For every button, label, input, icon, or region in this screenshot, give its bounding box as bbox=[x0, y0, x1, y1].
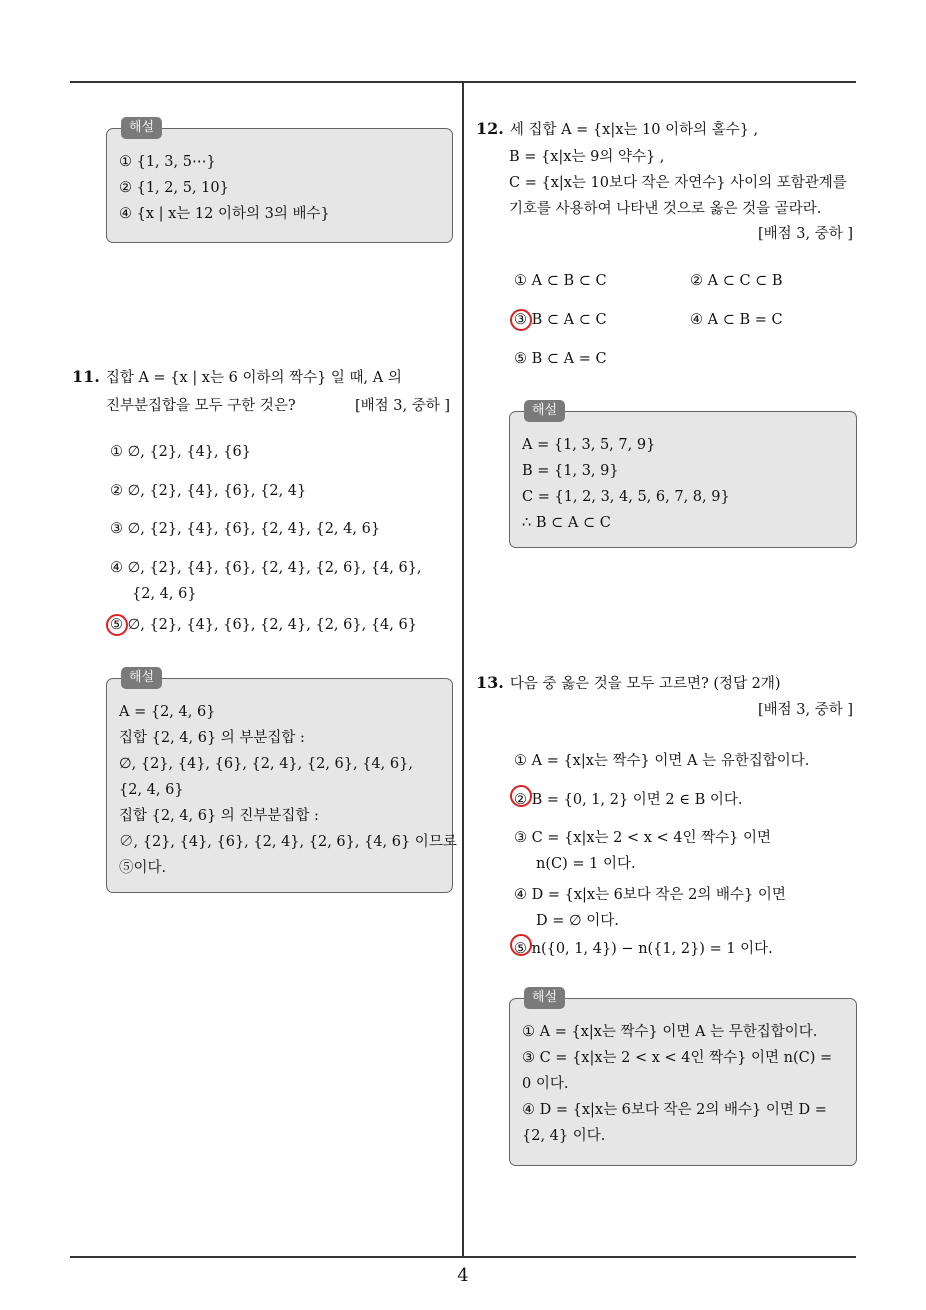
solution-line: B = {1, 3, 9} bbox=[522, 463, 619, 479]
q13-text: 다음 중 옳은 것을 모두 고르면? (정답 2개) bbox=[509, 676, 781, 692]
solution-line: 집합 {2, 4, 6} 의 부분집합 : bbox=[119, 730, 305, 746]
answer-mark-circle bbox=[510, 309, 532, 331]
q13-option-3[interactable]: ③ C = {x|x는 2 < x < 4인 짝수} 이면 bbox=[514, 830, 771, 846]
solution-box-top bbox=[106, 120, 453, 243]
solution-line: ① {1, 3, 5⋯} bbox=[119, 154, 216, 170]
q11-stem-line1 bbox=[72, 366, 402, 387]
solution-box-q11 bbox=[106, 670, 457, 893]
q12-text: 세 집합 A = {x|x는 10 이하의 홀수} , bbox=[509, 122, 759, 138]
solution-label: 해설 bbox=[121, 117, 162, 139]
q12-score: [배점 3, 중하 ] bbox=[757, 226, 853, 242]
q13-option-5[interactable]: ⑤ n({0, 1, 4}) − n({1, 2}) = 1 이다. bbox=[514, 941, 773, 957]
page-number: 4 bbox=[457, 1265, 469, 1286]
q12-option-3[interactable]: ③ B ⊂ A ⊂ C bbox=[514, 312, 607, 328]
q11-stem-line2: 진부분집합을 모두 구한 것은? bbox=[106, 398, 296, 414]
q12-option-4[interactable]: ④ A ⊂ B = C bbox=[690, 312, 783, 328]
solution-line: C = {1, 2, 3, 4, 5, 6, 7, 8, 9} bbox=[522, 489, 730, 505]
q12-stem-line3: C = {x|x는 10보다 작은 자연수} 사이의 포함관계를 bbox=[509, 175, 847, 191]
q11-option-4[interactable]: ④ ∅, {2}, {4}, {6}, {2, 4}, {2, 6}, {4, 6}, bbox=[110, 560, 422, 576]
solution-line: ⑤이다. bbox=[119, 860, 167, 876]
solution-line: ① A = {x|x는 짝수} 이면 A 는 무한집합이다. bbox=[522, 1024, 818, 1040]
solution-line: 집합 {2, 4, 6} 의 진부분집합 : bbox=[119, 808, 319, 824]
q13-option-4[interactable]: ④ D = {x|x는 6보다 작은 2의 배수} 이면 bbox=[514, 887, 786, 903]
q12-stem-line1 bbox=[476, 118, 758, 139]
q13-option-3-cont: n(C) = 1 이다. bbox=[536, 856, 636, 872]
q12-number: 12. bbox=[476, 119, 504, 138]
solution-label: 해설 bbox=[524, 400, 565, 422]
q13-option-4-cont: D = ∅ 이다. bbox=[536, 913, 619, 929]
solution-line: {2, 4, 6} bbox=[119, 782, 184, 798]
solution-line: {2, 4} 이다. bbox=[522, 1128, 606, 1144]
solution-line: ∅, {2}, {4}, {6}, {2, 4}, {2, 6}, {4, 6}, bbox=[119, 756, 413, 772]
q11-score: [배점 3, 중하 ] bbox=[354, 398, 450, 414]
solution-line: ∴ B ⊂ A ⊂ C bbox=[522, 515, 611, 531]
q13-option-2[interactable]: ② B = {0, 1, 2} 이면 2 ∈ B 이다. bbox=[514, 792, 743, 808]
solution-line: ③ C = {x|x는 2 < x < 4인 짝수} 이면 n(C) = bbox=[522, 1050, 833, 1066]
q13-score: [배점 3, 중하 ] bbox=[757, 702, 853, 718]
solution-line: ④ D = {x|x는 6보다 작은 2의 배수} 이면 D = bbox=[522, 1102, 827, 1118]
solution-line: A = {2, 4, 6} bbox=[119, 704, 216, 720]
solution-line: ② {1, 2, 5, 10} bbox=[119, 180, 229, 196]
solution-line: ∅, {2}, {4}, {6}, {2, 4}, {2, 6}, {4, 6} 이므로 bbox=[119, 834, 457, 850]
q12-option-5[interactable]: ⑤ B ⊂ A = C bbox=[514, 351, 607, 367]
bottom-rule bbox=[70, 1256, 856, 1258]
solution-label: 해설 bbox=[524, 987, 565, 1009]
q13-stem-line1 bbox=[476, 672, 781, 693]
answer-mark-circle bbox=[510, 785, 532, 807]
q11-option-2[interactable]: ② ∅, {2}, {4}, {6}, {2, 4} bbox=[110, 483, 307, 499]
solution-box-q12 bbox=[509, 403, 857, 548]
column-divider bbox=[462, 82, 464, 1257]
q12-stem-line4: 기호를 사용하여 나타낸 것으로 옳은 것을 골라라. bbox=[509, 201, 822, 217]
q12-option-2[interactable]: ② A ⊂ C ⊂ B bbox=[690, 273, 783, 289]
solution-label: 해설 bbox=[121, 667, 162, 689]
q12-option-1[interactable]: ① A ⊂ B ⊂ C bbox=[514, 273, 607, 289]
answer-mark-circle bbox=[510, 934, 532, 956]
q11-text: 집합 A = {x | x는 6 이하의 짝수} 일 때, A 의 bbox=[105, 370, 402, 386]
q11-number: 11. bbox=[72, 367, 100, 386]
solution-line: 0 이다. bbox=[522, 1076, 569, 1092]
q11-option-4-cont: {2, 4, 6} bbox=[132, 586, 197, 602]
q13-number: 13. bbox=[476, 673, 504, 692]
q13-option-1[interactable]: ① A = {x|x는 짝수} 이면 A 는 유한집합이다. bbox=[514, 753, 810, 769]
solution-box-q13 bbox=[509, 990, 857, 1166]
q11-option-5[interactable]: ⑤ ∅, {2}, {4}, {6}, {2, 4}, {2, 6}, {4, 6} bbox=[110, 617, 417, 633]
q11-option-1[interactable]: ① ∅, {2}, {4}, {6} bbox=[110, 444, 251, 460]
q11-option-3[interactable]: ③ ∅, {2}, {4}, {6}, {2, 4}, {2, 4, 6} bbox=[110, 521, 381, 537]
solution-line: ④ {x | x는 12 이하의 3의 배수} bbox=[119, 206, 330, 222]
answer-mark-circle bbox=[106, 614, 128, 636]
q12-stem-line2: B = {x|x는 9의 약수} , bbox=[509, 149, 665, 165]
solution-line: A = {1, 3, 5, 7, 9} bbox=[522, 437, 656, 453]
